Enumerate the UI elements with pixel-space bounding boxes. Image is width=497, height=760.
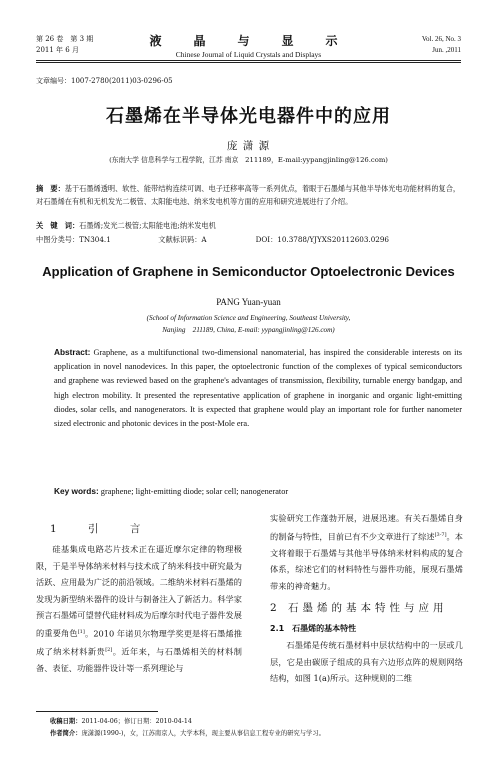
volume-en: Vol. 26, No. 3: [421, 35, 461, 43]
classification-cn: [36, 235, 461, 245]
abstract-cn-label: 摘 要：: [36, 184, 65, 193]
date-en: Jun. ,2011: [432, 46, 461, 54]
left-column: [36, 541, 242, 676]
right-para-text-b: 。本文将着眼于石墨烯与其他半导体纳米材料构成的复合体系，综述它们的材料特性与器件功能，展现石墨烯带来的神奇魅力。: [270, 531, 463, 591]
volume-cn: 第 26 卷 第 3 期: [36, 35, 94, 43]
section1-heading: 1 引 言: [50, 523, 155, 535]
header-rule-2: [36, 62, 461, 63]
affiliation-en-line1: (School of Information Science and Engineering, Southeast University,: [146, 314, 351, 322]
subsection21-para: 石墨烯是传统石墨材料中层状结构中的一层或几层，它是由碳原子组成的具有六边形点阵的规则网络结构，如图 1(a)所示。这种规则的二维: [270, 640, 463, 684]
section2-heading: 2 石墨烯的基本特性与应用: [270, 602, 448, 615]
received-label: 收稿日期：: [50, 718, 82, 725]
abstract-en-text: Graphene, as a multifunctional two-dimensional nanomaterial, has inspired the considerable interests on its application in novel nanodevices. In this paper, the optoelectronic function of the complexes of typical semiconductors and graphene was reviewed based on the graphene's advantages of transmission, flexibility, turnable energy bandgap, and high electron mobility. It presented the representative application of graphene in inorganic and organic light-emitting diodes, solar cells, and nanogenerators. It is expected that graphene would play an important role for further nanometer sized electronic and photonic devices in the post-Mole era.: [54, 348, 462, 429]
section1-para1c: 。近年来，与石墨烯相关的材料制备、表征、功能器件设计等一系列理论与: [36, 646, 242, 673]
abstract-en-label: Abstract:: [54, 347, 91, 357]
affiliation-en-line2: Nanjing 211189, China, E-mail: yypangjinling@126.com): [162, 326, 335, 334]
keywords-en-label: Key words:: [54, 486, 99, 496]
abstract-cn-text: 基于石墨烯透明、软性、能带结构连续可调、电子迁移率高等一系列优点，着眼于石墨烯与其他半导体光电功能材料的复合，对石墨烯在有机和无机发光二极管、太阳能电池、纳米发电机等方面的应用和研究进展进行了介绍。: [36, 184, 461, 206]
header-right: [422, 34, 461, 56]
footnote-rule: [36, 711, 158, 712]
date-cn: 2011 年 6 月: [36, 46, 79, 54]
journal-title-cn: 液 晶 与 显 示: [149, 34, 348, 48]
section1-para1: 硅基集成电路芯片技术正在逼近摩尔定律的物理极限，于是半导体纳米材料与技术成了纳米科技中研究最为活跃、应用最为广泛的前沿领域。二维纳米材料石墨烯的发现为新型纳米器件的设计与制备注入了新活力。科学家预言石墨烯可望替代硅材料成为后摩尔时代电子器件发展的重要角色: [36, 544, 242, 639]
doc-code: 文献标识码：A: [158, 235, 207, 244]
clc-number: 中图分类号：TN304.1: [36, 235, 111, 244]
right-para-text: 实验研究工作蓬勃开展，进展迅速。有关石墨烯自身的制备与特性，目前已有不少文章进行了综述: [270, 513, 463, 542]
title-en: Application of Graphene in Semiconductor Optoelectronic Devices: [42, 264, 455, 279]
header-rule: [36, 60, 461, 61]
keywords-cn-text: 石墨烯;发光二极管;太阳能电池;纳米发电机: [79, 221, 216, 230]
ref-1: [1]: [77, 628, 85, 635]
subsection21-heading: 2.1 石墨烯的基本特性: [270, 623, 357, 633]
right-column: [270, 510, 463, 687]
author-bio-label: 作者简介：: [50, 730, 82, 737]
keywords-en-text: graphene; light-emitting diode; solar cell; nanogenerator: [98, 487, 289, 496]
received-dates: 2011-04-06；修订日期：2010-04-14: [81, 718, 192, 725]
article-number: 文章编号：1007-2780(2011)03-0296-05: [36, 77, 173, 85]
right-para-continued: [270, 510, 463, 594]
abstract-cn: [36, 182, 461, 208]
section1-para1b: 。2010 年诺贝尔物理学奖更是将石墨烯推成了纳米材料新贵: [36, 628, 242, 657]
doi: DOI：10.3788/YJYXS20112603.0296: [255, 235, 389, 244]
footnote: [50, 716, 465, 740]
ref-3-7: [3-7]: [434, 531, 447, 538]
affiliation-en: [0, 312, 497, 336]
author-cn: 庞 潇 源: [226, 140, 271, 152]
title-cn: 石墨烯在半导体光电器件中的应用: [106, 106, 391, 127]
affiliation-cn: (东南大学 信息科学与工程学院，江苏 南京 211189，E-mail:yypangjinling@126.com): [109, 156, 388, 164]
keywords-en: [54, 486, 288, 496]
keywords-cn: [36, 221, 216, 231]
author-en: PANG Yuan-yuan: [216, 297, 281, 307]
abstract-en: [54, 345, 462, 431]
ref-2: [2]: [105, 646, 113, 653]
author-bio: 庞潇源(1990-)，女，江苏南京人，大学本科，现主要从事信息工程专业的研究与学习。: [81, 730, 325, 737]
keywords-cn-label: 关 键 词：: [36, 221, 80, 230]
journal-title-en: Chinese Journal of Liquid Crystals and Displays: [175, 50, 322, 59]
